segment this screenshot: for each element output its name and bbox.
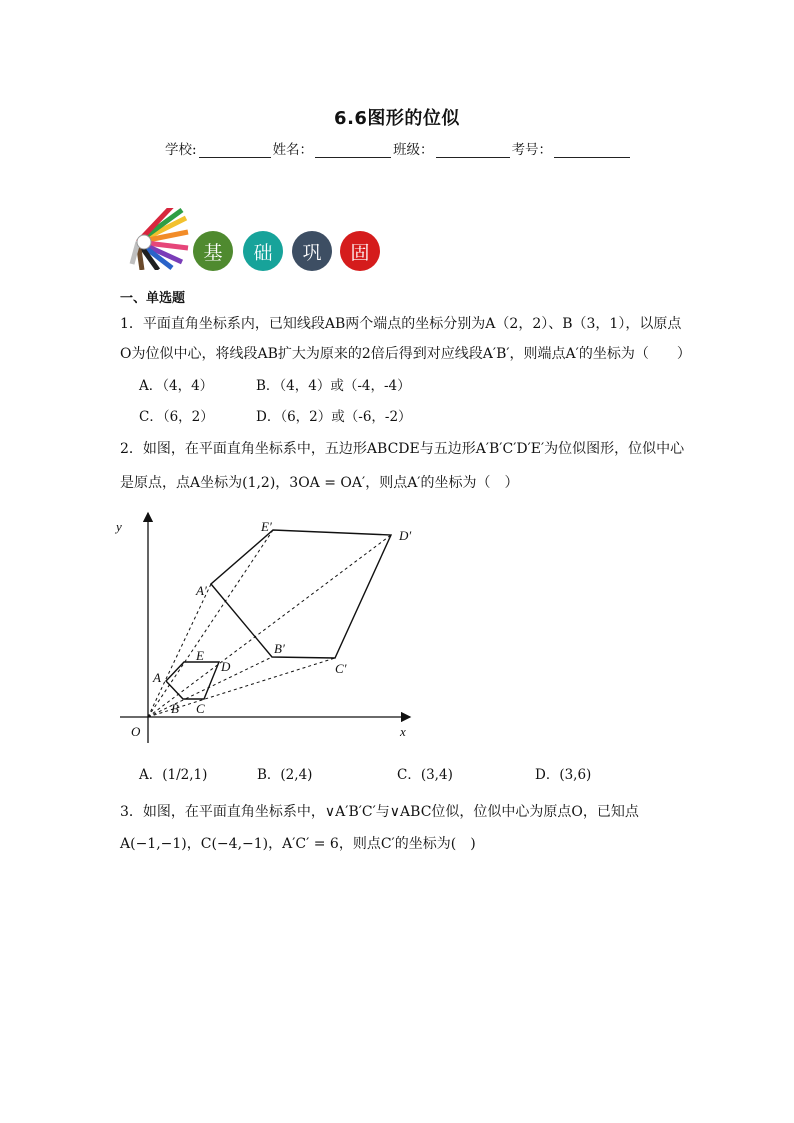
label-A: A xyxy=(153,670,161,685)
label-A-prime: A′ xyxy=(196,583,207,598)
q2-figure xyxy=(110,505,430,745)
label-C: C xyxy=(196,701,205,716)
pentagon-large xyxy=(211,530,391,658)
student-info-row xyxy=(165,138,632,158)
label-y: y xyxy=(116,519,122,534)
number-label: 考号： xyxy=(511,142,553,158)
q3-line1: 3．如图，在平面直角坐标系中，∨A′B′C′与∨ABC位似，位似中心为原点O，已知点 xyxy=(120,804,639,820)
label-B: B xyxy=(171,701,179,716)
badge-gu-text: 固 xyxy=(350,241,370,264)
section-heading: 一、单选题 xyxy=(120,291,186,306)
label-x: x xyxy=(400,724,406,739)
name-label: 姓名： xyxy=(272,142,314,158)
q1-option-a[interactable]: A．（4，4） xyxy=(139,378,214,394)
q1-option-d[interactable]: D．（6，2）或（-6，-2） xyxy=(256,409,412,425)
q2-option-d[interactable]: D．(3,6) xyxy=(535,767,592,783)
badge-ji xyxy=(193,231,233,271)
badge-gong xyxy=(292,231,332,271)
badge-chu-text: 础 xyxy=(253,241,273,264)
school-label: 学校: xyxy=(165,142,197,158)
class-field[interactable] xyxy=(436,142,510,158)
badge-chu xyxy=(243,231,283,271)
label-E: E xyxy=(196,648,204,663)
name-field[interactable] xyxy=(315,142,391,158)
q1-line2: O为位似中心，将线段AB扩大为原来的2倍后得到对应线段A′B′，则端点A′的坐标为（ ） xyxy=(120,346,691,362)
number-field[interactable] xyxy=(554,142,630,158)
label-C-prime: C′ xyxy=(335,661,347,676)
pentagon-small xyxy=(166,662,219,699)
school-field[interactable] xyxy=(199,142,271,158)
q3-line2: A(−1,−1)，C(−4,−1)，A′C′ = 6，则点C′的坐标为( ) xyxy=(120,836,476,852)
q2-line1: 2．如图，在平面直角坐标系中，五边形ABCDE与五边形A′B′C′D′E′为位似图形，位似中心 xyxy=(120,441,685,457)
label-D: D xyxy=(221,659,231,674)
badge-gu xyxy=(340,231,380,271)
q1-line1: 1．平面直角坐标系内，已知线段AB两个端点的坐标分别为A（2，2）、B（3，1），以原点 xyxy=(120,316,682,332)
pencil-fan-icon xyxy=(128,208,190,270)
q2-line2: 是原点，点A坐标为(1,2)，3OA = OA′，则点A′的坐标为（ ） xyxy=(120,475,519,491)
label-origin: O xyxy=(131,724,141,739)
label-E-prime: E′ xyxy=(261,519,272,534)
page-title: 6.6图形的位似 xyxy=(334,108,460,129)
q2-option-c[interactable]: C．(3,4) xyxy=(397,767,453,783)
q2-option-a[interactable]: A．(1/2,1) xyxy=(139,767,208,783)
label-B-prime: B′ xyxy=(274,641,285,656)
class-label: 班级： xyxy=(393,142,434,158)
projection-rays xyxy=(148,530,391,717)
q2-option-b[interactable]: B．(2,4) xyxy=(257,767,313,783)
label-D-prime: D′ xyxy=(399,528,412,543)
q1-option-b[interactable]: B．（4，4）或（-4，-4） xyxy=(256,378,411,394)
badge-ji-text: 基 xyxy=(203,241,223,264)
badge-gong-text: 巩 xyxy=(302,241,322,264)
q1-option-c[interactable]: C．（6，2） xyxy=(139,409,214,425)
